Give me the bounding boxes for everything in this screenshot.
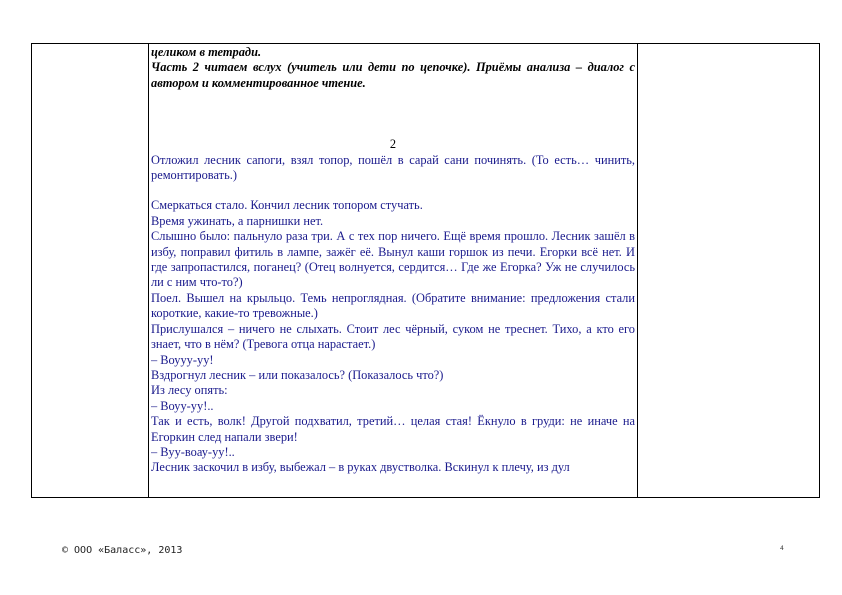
lesson-table — [31, 43, 820, 498]
spacer — [151, 91, 635, 137]
text-cell — [151, 45, 635, 497]
paragraph: Смеркаться стало. Кончил лесник топором стучать. — [151, 198, 423, 213]
paragraph: – Воуу-уу!.. — [151, 398, 214, 413]
paragraph: Вздрогнул лесник – или показалось? (Показалось что?) — [151, 367, 444, 382]
column-divider-left — [148, 44, 149, 497]
copyright-footer: © ООО «Баласс», 2013 — [62, 545, 183, 556]
paragraph: – Вуу-воау-уу!.. — [151, 444, 235, 459]
italic-line-1: целиком в тетради. — [151, 45, 262, 59]
spacer — [151, 183, 635, 198]
paragraph: Прислушался – ничего не слыхать. Стоит лес чёрный, суком не треснет. Тихо, а кто его знает, что в нём? (Тревога отца нарастает.) — [151, 321, 635, 352]
column-divider-right — [637, 44, 638, 497]
paragraph: Так и есть, волк! Другой подхватил, третий… целая стая! Ёкнуло в груди: не иначе на Егоркин след напали звери! — [151, 414, 635, 444]
paragraph: Отложил лесник сапоги, взял топор, пошёл в сарай сани починять. (То есть… чинить, ремонтировать.) — [151, 152, 635, 183]
paragraph: Поел. Вышел на крыльцо. Темь непроглядная. (Обратите внимание: предложения стали короткие, какие-то тревожные.) — [151, 290, 635, 321]
section-number: 2 — [389, 137, 397, 152]
paragraph: Лесник заскочил в избу, выбежал – в руках двустволка. Вскинул к плечу, из дул — [151, 460, 570, 475]
paragraph: Время ужинать, а парнишки нет. — [151, 213, 324, 228]
paragraph: Слышно было: пальнуло раза три. А с тех пор ничего. Ещё время прошло. Лесник зашёл в избу, поправил фитиль в лампе, зажёг её. Вынул каши горшок из печи. Егорки всё нет. И где запропастился, поганец? (Отец волнуется, сердится… Где же Егорка? Уж не случилось ли с ним что-то?) — [151, 229, 635, 290]
paragraph: Из лесу опять: — [151, 383, 228, 398]
page-number: 4 — [780, 545, 784, 552]
paragraph: – Воууу-уу! — [151, 352, 214, 367]
italic-line-2: Часть 2 читаем вслух (учитель или дети по цепочке). Приёмы анализа – диалог с автором и комментированное чтение. — [151, 60, 635, 90]
